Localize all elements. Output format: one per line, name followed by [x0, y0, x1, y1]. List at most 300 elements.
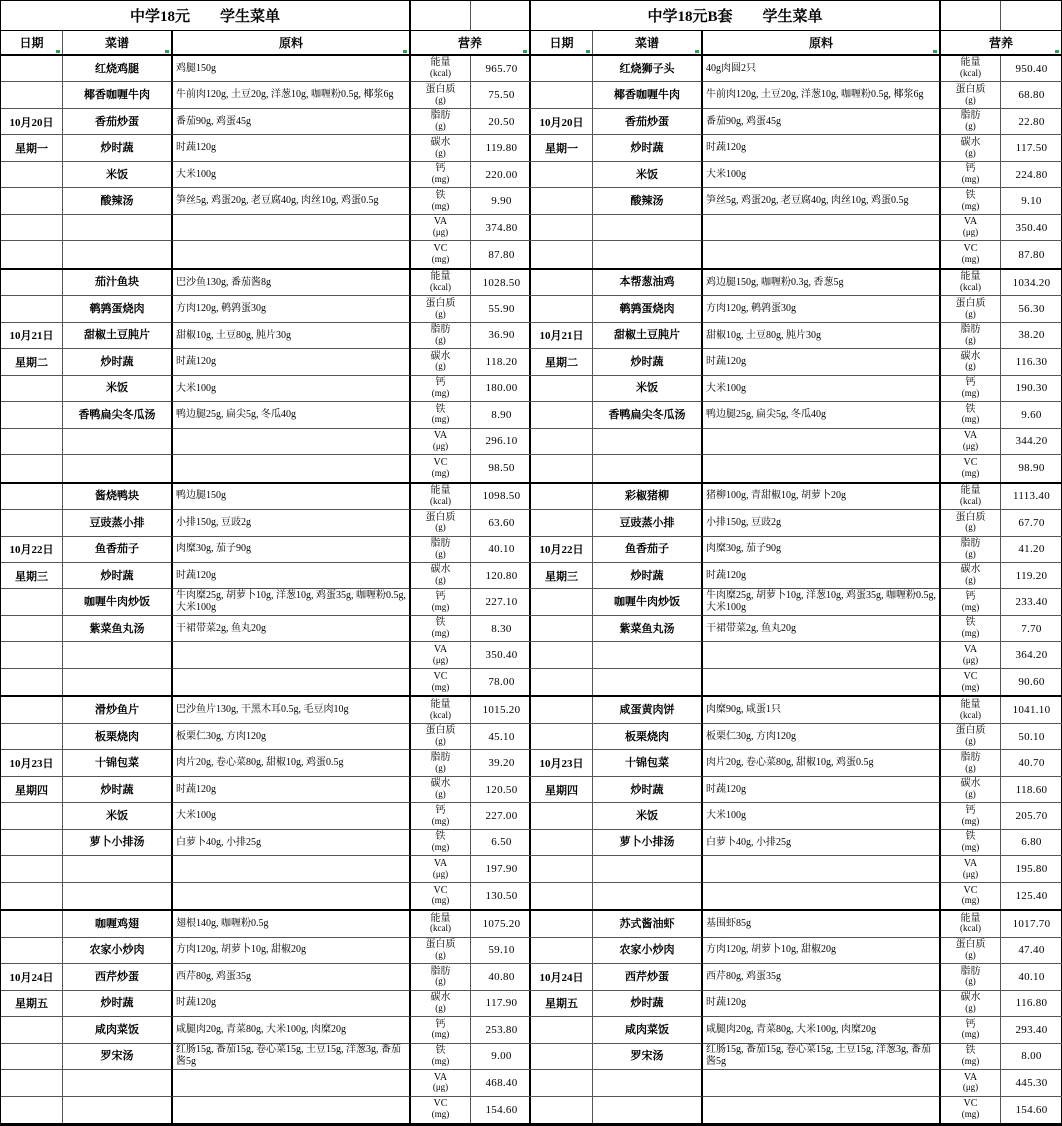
nutrition-value-cell: 154.60	[1015, 1103, 1048, 1116]
nutrition-label-name: 能量	[430, 912, 451, 924]
nutrition-label-name: 碳水	[960, 992, 981, 1004]
nutrition-label-unit: (g)	[435, 762, 446, 773]
dish-name-cell: 十锦包菜	[63, 750, 173, 776]
nutrition-label-unit: (μg)	[962, 1082, 979, 1093]
nutrition-label-name: 铁	[435, 1045, 446, 1057]
dish-name-cell: 萝卜小排汤	[593, 830, 703, 856]
date-cell: 星期二	[1, 349, 63, 375]
dish-name-cell: 甜椒土豆肫片	[63, 323, 173, 349]
nutrition-label-unit: (mg)	[961, 200, 980, 211]
nutrition-label-unit: (mg)	[431, 1029, 450, 1040]
ingredients-cell: 牛前肉120g, 土豆20g, 洋葱10g, 咖喱粉0.5g, 椰浆6g	[173, 82, 411, 108]
nutrition-label-cell	[941, 56, 1001, 82]
column-header-menu-label: 菜谱	[634, 36, 659, 50]
nutrition-label-cell	[411, 616, 471, 642]
nutrition-label-cell	[411, 215, 471, 241]
nutrition-value-cell: 116.80	[1001, 991, 1062, 1017]
nutrition-value-cell: 119.80	[471, 135, 532, 161]
ingredients-cell	[173, 883, 411, 909]
nutrition-label-cell	[941, 376, 1001, 402]
nutrition-label-cell	[941, 724, 1001, 750]
ingredients-cell: 时蔬120g	[703, 563, 941, 589]
nutrition-label-cell	[941, 911, 1001, 937]
dish-name-cell	[593, 241, 703, 267]
date-cell	[1, 830, 63, 856]
dish-name-cell: 咖喱牛肉炒饭	[63, 589, 173, 615]
nutrition-label-unit: (mg)	[961, 1109, 980, 1120]
date-cell	[531, 188, 593, 214]
dish-name-cell: 本帮葱油鸡	[593, 270, 703, 296]
nutrition-label-unit: (g)	[435, 548, 446, 559]
date-cell: 10月23日	[1, 750, 63, 776]
ingredients-cell	[173, 455, 411, 481]
ingredients-cell	[703, 455, 941, 481]
date-cell: 星期三	[1, 563, 63, 589]
ingredients-cell	[703, 883, 941, 909]
dish-name-cell: 酸辣汤	[63, 188, 173, 214]
nutrition-label-name: VC	[963, 670, 978, 682]
nutrition-label-name: 能量	[960, 698, 981, 710]
day-block	[1, 56, 529, 270]
nutrition-value-cell: 39.20	[471, 750, 532, 776]
date-cell: 10月20日	[1, 109, 63, 135]
date-cell	[1, 724, 63, 750]
nutrition-label-cell	[941, 455, 1001, 481]
nutrition-label-unit: (g)	[435, 94, 446, 105]
nutrition-label-name: 脂肪	[430, 110, 451, 122]
dish-name-cell: 椰香咖喱牛肉	[593, 82, 703, 108]
cell-flag-icon	[1055, 50, 1059, 53]
nutrition-label-unit: (g)	[965, 308, 976, 319]
date-cell: 10月24日	[1, 964, 63, 990]
nutrition-label-unit: (mg)	[961, 895, 980, 906]
nutrition-label-name: 脂肪	[960, 110, 981, 122]
dish-name-cell: 红烧鸡腿	[63, 56, 173, 82]
ingredients-cell: 时蔬120g	[703, 135, 941, 161]
nutrition-value-cell: 90.60	[1018, 676, 1045, 689]
ingredients-cell: 肉糜90g, 咸蛋1只	[703, 697, 941, 723]
ingredients-cell	[173, 215, 411, 241]
ingredients-cell: 鸭边腿150g	[173, 484, 411, 510]
nutrition-value-cell: 68.80	[1001, 82, 1062, 108]
nutrition-label-unit: (mg)	[431, 815, 450, 826]
nutrition-label-unit: (mg)	[431, 414, 450, 425]
nutrition-label-name: VC	[433, 243, 448, 255]
nutrition-label-unit: (g)	[965, 976, 976, 987]
ingredients-cell: 咸腿肉20g, 青菜80g, 大米100g, 肉糜20g	[703, 1017, 941, 1043]
day-block	[1, 911, 529, 1123]
ingredients-cell: 大米100g	[703, 376, 941, 402]
ingredients-cell: 大米100g	[173, 803, 411, 829]
nutrition-value-cell: 40.10	[471, 537, 532, 563]
ingredients-cell	[173, 241, 411, 267]
ingredients-cell: 大米100g	[703, 803, 941, 829]
nutrition-label-unit: (mg)	[431, 842, 450, 853]
nutrition-label-cell	[941, 323, 1001, 349]
nutrition-value-cell: 22.80	[1001, 109, 1062, 135]
dish-name-cell: 咸蛋黄肉饼	[593, 697, 703, 723]
date-cell: 星期四	[1, 777, 63, 803]
nutrition-label-name: 铁	[435, 403, 446, 415]
column-header-nutrition	[941, 31, 1061, 54]
nutrition-label-name: VA	[433, 216, 448, 228]
nutrition-label-unit: (μg)	[962, 440, 979, 451]
column-header-date	[531, 31, 593, 54]
nutrition-label-unit: (μg)	[432, 1082, 449, 1093]
nutrition-label-name: 钙	[965, 163, 976, 175]
column-header-menu-label: 菜谱	[104, 36, 129, 50]
nutrition-label-name: 能量	[960, 57, 981, 69]
nutrition-value-cell: 41.20	[1001, 537, 1062, 563]
dish-name-cell: 酸辣汤	[593, 188, 703, 214]
ingredients-cell: 番茄90g, 鸡蛋45g	[173, 109, 411, 135]
nutrition-label-unit: (kcal)	[960, 709, 981, 720]
column-header-ingredients	[703, 31, 941, 54]
nutrition-label-cell	[411, 109, 471, 135]
nutrition-value-cell: 468.40	[471, 1070, 532, 1096]
nutrition-label-name: VA	[963, 643, 978, 655]
nutrition-label-unit: (g)	[965, 335, 976, 346]
nutrition-label-unit: (mg)	[431, 1109, 450, 1120]
nutrition-label-cell	[411, 455, 471, 481]
nutrition-label-name: 碳水	[430, 778, 451, 790]
nutrition-label-name: 蛋白质	[425, 725, 456, 737]
ingredients-cell: 时蔬120g	[173, 777, 411, 803]
nutrition-label-unit: (kcal)	[430, 709, 451, 720]
nutrition-label-unit: (g)	[435, 522, 446, 533]
nutrition-value-cell: 205.70	[1001, 803, 1062, 829]
nutrition-label-name: 脂肪	[960, 324, 981, 336]
nutrition-label-cell	[411, 537, 471, 563]
dish-name-cell: 彩椒猪柳	[593, 484, 703, 510]
dish-name-cell: 炒时蔬	[63, 563, 173, 589]
nutrition-label-cell	[411, 697, 471, 723]
ingredients-cell: 时蔬120g	[173, 349, 411, 375]
dish-name-cell: 鹌鹑蛋烧肉	[63, 296, 173, 322]
ingredients-cell: 时蔬120g	[173, 135, 411, 161]
nutrition-value-cell: 50.10	[1001, 724, 1062, 750]
day-block	[531, 484, 1061, 698]
nutrition-label-cell	[411, 777, 471, 803]
date-cell	[531, 616, 593, 642]
nutrition-label-unit: (g)	[965, 949, 976, 960]
nutrition-value-cell: 180.00	[471, 376, 532, 402]
nutrition-label-name: 碳水	[960, 136, 981, 148]
nutrition-value-cell: 154.60	[485, 1103, 518, 1116]
nutrition-label-name: 钙	[435, 1018, 446, 1030]
nutrition-label-cell	[941, 537, 1001, 563]
nutrition-label-name: VC	[963, 884, 978, 896]
nutrition-value-cell: 67.70	[1001, 510, 1062, 536]
nutrition-label-name: 碳水	[960, 350, 981, 362]
nutrition-value-cell: 293.40	[1001, 1017, 1062, 1043]
nutrition-label-unit: (g)	[965, 147, 976, 158]
ingredients-cell: 肉片20g, 卷心菜80g, 甜椒10g, 鸡蛋0.5g	[703, 750, 941, 776]
date-cell: 10月22日	[531, 537, 593, 563]
nutrition-label-unit: (kcal)	[960, 282, 981, 293]
nutrition-label-name: 钙	[965, 1018, 976, 1030]
date-cell	[531, 697, 593, 723]
date-cell: 星期一	[531, 135, 593, 161]
nutrition-label-unit: (mg)	[431, 174, 450, 185]
ingredients-cell	[703, 215, 941, 241]
nutrition-label-cell	[941, 270, 1001, 296]
day-block	[531, 697, 1061, 911]
ingredients-cell: 巴沙鱼130g, 番茄酱8g	[173, 270, 411, 296]
ingredients-cell	[173, 1070, 411, 1096]
date-cell	[531, 883, 593, 909]
header-row	[531, 31, 1061, 56]
nutrition-value-cell: 1113.40	[1001, 484, 1062, 510]
dish-name-cell: 炒时蔬	[593, 135, 703, 161]
date-cell	[531, 830, 593, 856]
ingredients-cell: 西芹80g, 鸡蛋35g	[173, 964, 411, 990]
ingredients-cell: 肉糜30g, 茄子90g	[703, 537, 941, 563]
nutrition-label-cell	[411, 750, 471, 776]
nutrition-label-cell	[411, 1017, 471, 1043]
dish-name-cell: 西芹炒蛋	[63, 964, 173, 990]
nutrition-label-unit: (mg)	[961, 467, 980, 478]
nutrition-label-cell	[411, 376, 471, 402]
nutrition-label-unit: (μg)	[432, 654, 449, 665]
nutrition-label-unit: (g)	[435, 949, 446, 960]
nutrition-label-unit: (kcal)	[960, 495, 981, 506]
nutrition-value-cell: 344.20	[1001, 429, 1062, 455]
nutrition-label-unit: (mg)	[431, 628, 450, 639]
date-cell	[531, 455, 593, 481]
nutrition-label-cell	[941, 296, 1001, 322]
nutrition-label-cell	[411, 82, 471, 108]
date-cell	[1, 883, 63, 909]
nutrition-label-unit: (μg)	[432, 868, 449, 879]
nutrition-label-unit: (mg)	[431, 200, 450, 211]
ingredients-cell: 红肠15g, 番茄15g, 卷心菜15g, 土豆15g, 洋葱3g, 番茄酱5g	[703, 1044, 941, 1070]
nutrition-label-unit: (kcal)	[430, 495, 451, 506]
dish-name-cell: 米饭	[593, 162, 703, 188]
dish-name-cell: 咸肉菜饭	[593, 1017, 703, 1043]
nutrition-label-name: 蛋白质	[955, 511, 986, 523]
nutrition-label-name: 能量	[430, 698, 451, 710]
column-header-nutrition-label: 营养	[457, 36, 482, 50]
day-block	[531, 270, 1061, 484]
nutrition-label-unit: (mg)	[961, 254, 980, 265]
ingredients-cell: 时蔬120g	[703, 991, 941, 1017]
nutrition-label-name: 能量	[960, 912, 981, 924]
date-cell	[1, 376, 63, 402]
nutrition-value-cell: 445.30	[1001, 1070, 1062, 1096]
dish-name-cell: 罗宋汤	[593, 1044, 703, 1070]
date-cell	[1, 296, 63, 322]
nutrition-label-name: 钙	[435, 377, 446, 389]
dish-name-cell: 农家小炒肉	[63, 938, 173, 964]
menu-title-left: 中学18元 学生菜单	[1, 1, 411, 30]
dish-name-cell: 炒时蔬	[593, 349, 703, 375]
date-cell	[1, 455, 63, 481]
ingredients-cell	[703, 1070, 941, 1096]
ingredients-cell: 40g肉圆2只	[703, 56, 941, 82]
dish-name-cell: 鱼香茄子	[593, 537, 703, 563]
date-cell: 10月22日	[1, 537, 63, 563]
dish-name-cell	[593, 1097, 703, 1123]
nutrition-label-name: 碳水	[430, 564, 451, 576]
ingredients-cell: 方肉120g, 鹌鹑蛋30g	[703, 296, 941, 322]
date-cell	[1, 215, 63, 241]
nutrition-value-cell: 364.20	[1001, 642, 1062, 668]
date-cell	[1, 803, 63, 829]
nutrition-value-cell: 950.40	[1001, 56, 1062, 82]
date-cell	[531, 296, 593, 322]
cell-flag-icon	[56, 50, 60, 53]
nutrition-value-cell: 220.00	[471, 162, 532, 188]
nutrition-label-name: 能量	[960, 271, 981, 283]
nutrition-value-cell: 78.00	[488, 676, 515, 689]
date-cell	[531, 1017, 593, 1043]
nutrition-label-unit: (kcal)	[430, 282, 451, 293]
nutrition-label-name: 蛋白质	[425, 83, 456, 95]
nutrition-value-cell: 40.10	[1001, 964, 1062, 990]
column-header-ingredients	[173, 31, 411, 54]
date-cell: 星期二	[531, 349, 593, 375]
dish-name-cell: 炒时蔬	[63, 777, 173, 803]
dish-name-cell: 甜椒土豆肫片	[593, 323, 703, 349]
date-cell: 10月21日	[1, 323, 63, 349]
ingredients-cell: 方肉120g, 胡萝卜10g, 甜椒20g	[703, 938, 941, 964]
nutrition-label-name: VA	[963, 1071, 978, 1083]
column-header-date-label: 日期	[549, 36, 574, 50]
nutrition-label-unit: (g)	[435, 335, 446, 346]
nutrition-label-name: 钙	[965, 804, 976, 816]
nutrition-value-cell: 125.40	[1015, 889, 1048, 902]
ingredients-cell	[703, 1097, 941, 1123]
nutrition-label-unit: (μg)	[962, 868, 979, 879]
date-cell	[1, 402, 63, 428]
ingredients-cell	[703, 241, 941, 267]
nutrition-value-cell: 9.90	[471, 188, 532, 214]
nutrition-label-cell	[941, 991, 1001, 1017]
nutrition-label-cell	[941, 1044, 1001, 1070]
empty-cell	[1001, 1, 1061, 30]
nutrition-label-name: 钙	[435, 590, 446, 602]
date-cell: 星期四	[531, 777, 593, 803]
nutrition-value-cell: 1015.20	[471, 697, 532, 723]
ingredients-cell: 肉糜30g, 茄子90g	[173, 537, 411, 563]
nutrition-label-cell	[411, 938, 471, 964]
date-cell	[531, 270, 593, 296]
nutrition-label-unit: (g)	[965, 762, 976, 773]
nutrition-value-cell: 87.80	[1018, 248, 1045, 261]
dish-name-cell: 萝卜小排汤	[63, 830, 173, 856]
nutrition-value-cell: 45.10	[471, 724, 532, 750]
nutrition-label-cell	[941, 697, 1001, 723]
nutrition-label-cell	[411, 162, 471, 188]
nutrition-value-cell: 965.70	[471, 56, 532, 82]
ingredients-cell: 鸡腿150g	[173, 56, 411, 82]
nutrition-label-name: 能量	[430, 485, 451, 497]
dish-name-cell: 米饭	[593, 376, 703, 402]
nutrition-label-cell	[941, 82, 1001, 108]
nutrition-label-name: VC	[433, 1098, 448, 1110]
ingredients-cell	[703, 856, 941, 882]
nutrition-label-unit: (g)	[965, 789, 976, 800]
nutrition-value-cell: 20.50	[471, 109, 532, 135]
nutrition-value-cell: 40.80	[471, 964, 532, 990]
nutrition-label-cell	[941, 883, 1001, 909]
dish-name-cell: 板栗烧肉	[593, 724, 703, 750]
nutrition-label-cell	[941, 1070, 1001, 1096]
nutrition-label-cell	[411, 856, 471, 882]
nutrition-value-cell: 130.50	[485, 889, 518, 902]
day-blocks-left	[1, 56, 529, 1123]
nutrition-label-unit: (kcal)	[960, 68, 981, 79]
nutrition-label-cell	[411, 563, 471, 589]
date-cell	[1, 1097, 63, 1123]
date-cell	[1, 82, 63, 108]
title-row	[1, 1, 529, 31]
nutrition-label-unit: (μg)	[432, 440, 449, 451]
date-cell	[1, 56, 63, 82]
nutrition-label-unit: (mg)	[961, 815, 980, 826]
nutrition-value-cell: 55.90	[471, 296, 532, 322]
date-cell	[1, 1044, 63, 1070]
ingredients-cell: 巴沙鱼片130g, 干黑木耳0.5g, 毛豆肉10g	[173, 697, 411, 723]
nutrition-value-cell: 117.90	[471, 991, 532, 1017]
nutrition-label-cell	[411, 830, 471, 856]
nutrition-label-name: VC	[433, 457, 448, 469]
dish-name-cell: 豆豉蒸小排	[593, 510, 703, 536]
nutrition-label-cell	[941, 589, 1001, 615]
nutrition-label-cell	[411, 1097, 471, 1123]
day-block	[1, 484, 529, 698]
nutrition-label-cell	[411, 883, 471, 909]
dish-name-cell	[63, 1070, 173, 1096]
dish-name-cell	[63, 215, 173, 241]
nutrition-value-cell: 1028.50	[471, 270, 532, 296]
dish-name-cell: 苏式酱油虾	[593, 911, 703, 937]
ingredients-cell: 干裙带菜2g, 鱼丸20g	[173, 616, 411, 642]
nutrition-label-unit: (kcal)	[430, 923, 451, 934]
nutrition-value-cell: 98.90	[1018, 462, 1045, 475]
dish-name-cell	[63, 642, 173, 668]
ingredients-cell	[703, 669, 941, 695]
nutrition-label-cell	[941, 964, 1001, 990]
nutrition-label-cell	[411, 911, 471, 937]
nutrition-label-cell	[411, 135, 471, 161]
nutrition-label-name: 脂肪	[960, 965, 981, 977]
ingredients-cell	[173, 642, 411, 668]
date-cell	[531, 642, 593, 668]
ingredients-cell: 基围虾85g	[703, 911, 941, 937]
nutrition-label-name: 能量	[960, 485, 981, 497]
nutrition-value-cell: 350.40	[471, 642, 532, 668]
nutrition-label-unit: (mg)	[431, 387, 450, 398]
nutrition-label-unit: (g)	[435, 147, 446, 158]
dish-name-cell: 鱼香茄子	[63, 537, 173, 563]
nutrition-label-unit: (mg)	[961, 842, 980, 853]
date-cell	[531, 56, 593, 82]
nutrition-value-cell: 120.80	[471, 563, 532, 589]
date-cell	[1, 642, 63, 668]
ingredients-cell: 白萝卜40g, 小排25g	[173, 830, 411, 856]
ingredients-cell: 时蔬120g	[703, 349, 941, 375]
dish-name-cell	[63, 429, 173, 455]
date-cell	[1, 188, 63, 214]
dish-name-cell: 米饭	[593, 803, 703, 829]
ingredients-cell: 时蔬120g	[173, 991, 411, 1017]
nutrition-label-name: 蛋白质	[425, 297, 456, 309]
date-cell	[1, 241, 63, 267]
ingredients-cell	[173, 669, 411, 695]
empty-cell	[471, 1, 529, 30]
